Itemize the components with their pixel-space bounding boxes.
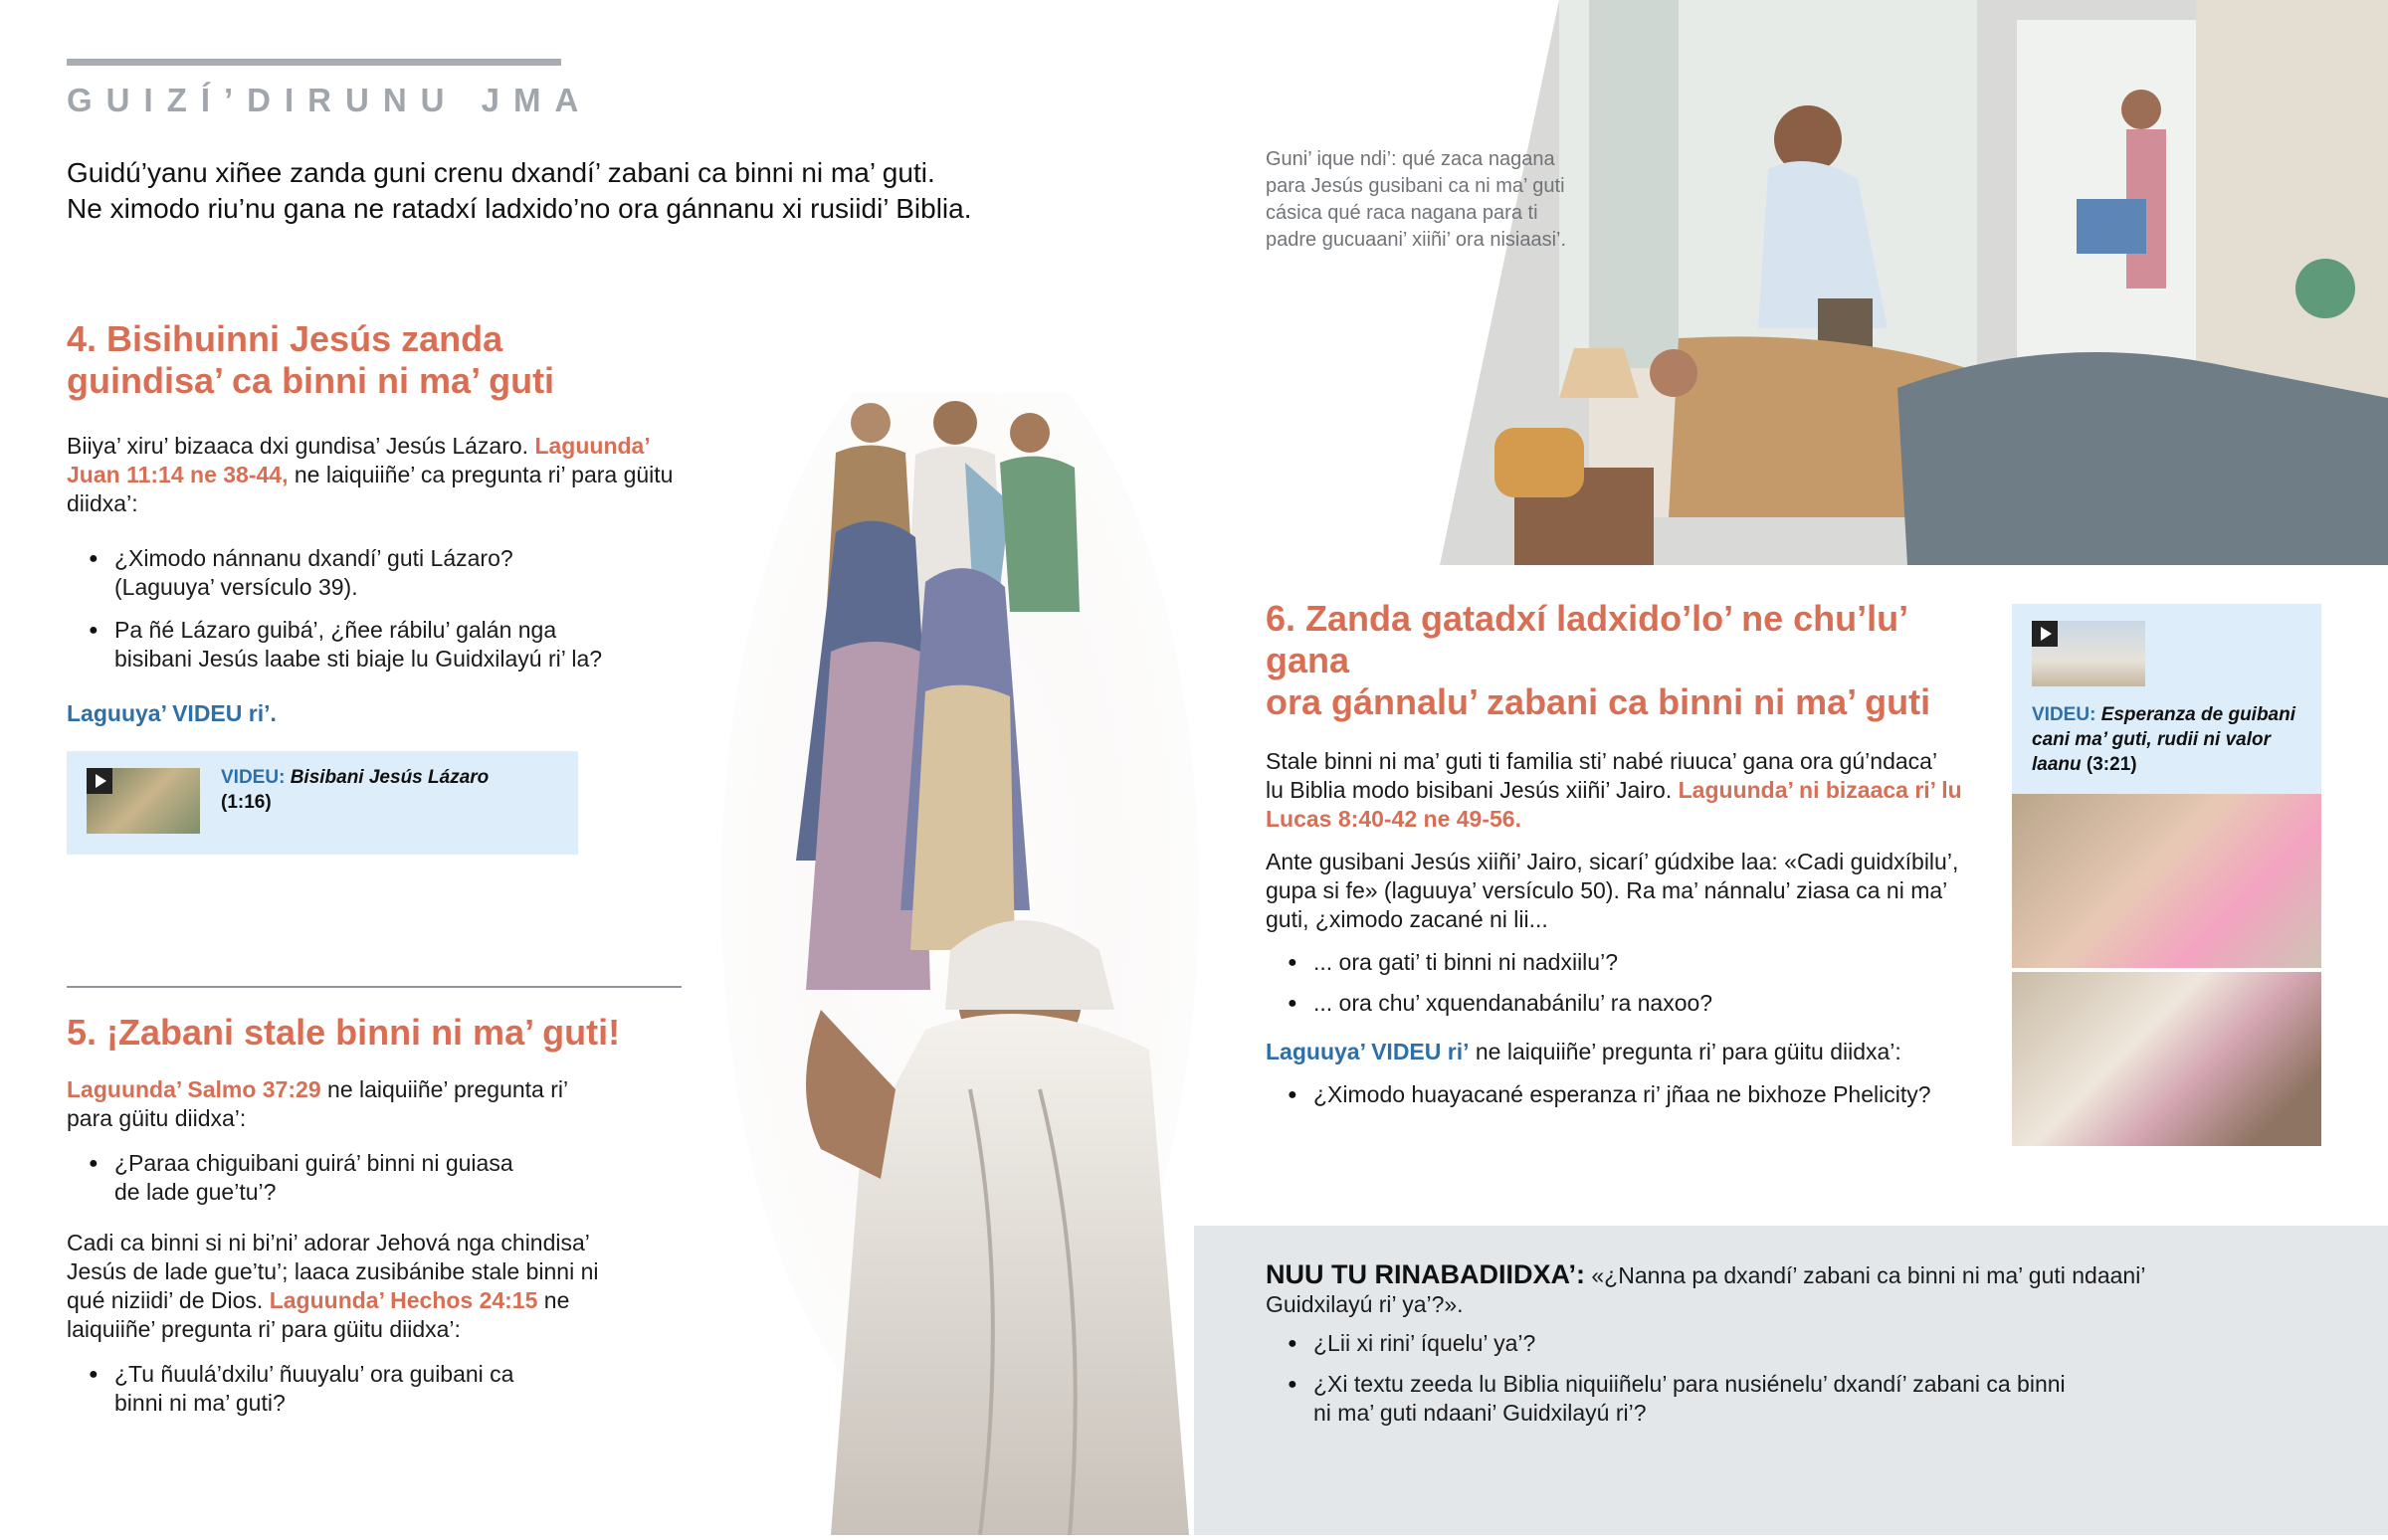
section-4 bbox=[67, 318, 703, 742]
section-6-paragraph-2 bbox=[1266, 848, 1982, 934]
section-5-p2-line: qué niziidi’ de Dios. bbox=[67, 1287, 270, 1313]
video-label: VIDEU: bbox=[221, 767, 286, 788]
section-4-title-line-1: 4. Bisihuinni Jesús zanda bbox=[67, 318, 503, 359]
section-5-p1-tail: ne laiquiiñe’ pregunta ri’ bbox=[320, 1076, 569, 1102]
video-label: VIDEU: bbox=[2032, 704, 2096, 725]
bullet-item bbox=[114, 544, 703, 602]
bullet-item bbox=[114, 1149, 703, 1207]
bullet-line: (Laguuya’ versículo 39). bbox=[114, 574, 358, 600]
section-4-body bbox=[67, 432, 703, 728]
video-title[interactable]: Esperanza de guibani bbox=[2100, 704, 2296, 725]
video-title[interactable]: Bisibani Jesús Lázaro bbox=[290, 767, 490, 788]
section-divider bbox=[67, 986, 682, 988]
section-5-body bbox=[67, 1075, 703, 1418]
section-6-paragraph-3 bbox=[1266, 1038, 1982, 1066]
section-5-p2-line: Jesús de lade gue’tu’; laaca zusibánibe stale binni ni bbox=[67, 1258, 599, 1284]
section-6-paragraph-1 bbox=[1266, 747, 1982, 834]
video-card-lazaro[interactable] bbox=[67, 751, 578, 855]
section-6-title-line-1: 6. Zanda gatadxí ladxido’lo’ ne chu’lu’ gana bbox=[1266, 598, 1907, 680]
bullet-line: ¿Tu ñuulá’dxilu’ ñuuyalu’ ora guibani ca bbox=[114, 1361, 514, 1387]
bullet-line: de lade gue’tu’? bbox=[114, 1179, 277, 1205]
intro-line-2: Ne ximodo riu’nu gana ne ratadxí ladxido’no ora gánnanu xi rusiidi’ Biblia. bbox=[67, 193, 972, 224]
bullet-line: Pa ñé Lázaro guibá’, ¿ñee rábilu’ galán nga bbox=[114, 617, 557, 643]
section-4-p1-tail: ne laiquiiñe’ ca pregunta ri’ para güitu diidxa’: bbox=[67, 462, 674, 516]
video-thumbnail[interactable] bbox=[2032, 621, 2145, 686]
section-4-paragraph bbox=[67, 432, 703, 518]
section-4-p1-text: Biiya’ xiru’ bizaaca dxi gundisa’ Jesús Lázaro. bbox=[67, 433, 535, 459]
bullet-item: ● ... ora gati’ ti binni ni nadxiilu’? bbox=[1313, 948, 1982, 977]
discussion-question bbox=[1266, 1260, 2310, 1319]
section-4-bullets bbox=[67, 544, 703, 674]
section-6 bbox=[1266, 598, 1982, 1121]
illustration-lazarus-art bbox=[711, 393, 1199, 1535]
bullet-item: ● ¿Ximodo huayacané esperanza ri’ jñaa ne bixhoze Phelicity? bbox=[1313, 1080, 1982, 1109]
scripture-link-lucas[interactable]: Laguunda’ ni bizaaca ri’ lu bbox=[1678, 777, 1962, 803]
scripture-link-juan[interactable]: Laguunda’ Juan 11:14 ne 38-44, bbox=[67, 433, 650, 487]
bullet-line: ¿Ximodo nánnanu dxandí’ guti Lázaro? bbox=[114, 545, 513, 571]
section-6-body bbox=[1266, 747, 1982, 1109]
bullet-item bbox=[114, 1360, 703, 1418]
section-5-p2-line: laiquiiñe’ pregunta ri’ para güitu diidxa’: bbox=[67, 1316, 461, 1342]
section-6-p1-line: lu Biblia modo bisibani Jesús xiiñi’ Jairo. bbox=[1266, 777, 1679, 803]
caption-line: para Jesús gusibani ca ni ma’ guti bbox=[1266, 175, 1565, 197]
section-6-p3-tail: ne laiquiiñe’ pregunta ri’ para güitu diidxa’: bbox=[1469, 1039, 1901, 1064]
discussion-bullets bbox=[1266, 1329, 2310, 1428]
section-6-bullets bbox=[1266, 948, 1982, 1018]
discussion-content bbox=[1266, 1260, 2310, 1440]
section-6-p2-line: guti, ¿ximodo zacané ni lii... bbox=[1266, 906, 1548, 932]
video-duration: (3:21) bbox=[2086, 754, 2137, 775]
section-5-p2-line: Cadi ca binni si ni bi’ni’ adorar Jehová nga chindisa’ bbox=[67, 1230, 590, 1255]
video-caption bbox=[2032, 702, 2310, 777]
bullet-line: ni ma’ guti ndaani’ Guidxilayú ri’? bbox=[1313, 1400, 1647, 1426]
bullet-item bbox=[1313, 1370, 2310, 1428]
section-5-bullets-2 bbox=[67, 1360, 703, 1418]
photo-bible-study bbox=[2012, 972, 2321, 1146]
bullet-line: ¿Paraa chiguibani guirá’ binni ni guiasa bbox=[114, 1150, 513, 1176]
video-card-esperanza[interactable] bbox=[2012, 604, 2321, 794]
discussion-question-line: Guidxilayú ri’ ya’?». bbox=[1266, 1291, 1464, 1317]
illustration-lazarus bbox=[711, 393, 1199, 1535]
bullet-line: binni ni ma’ guti? bbox=[114, 1390, 286, 1416]
section-5-paragraph-2 bbox=[67, 1229, 703, 1344]
bullet-line: bisibani Jesús laabe sti biaje lu Guidxilayú ri’ la? bbox=[114, 646, 603, 672]
section-6-p1-line: Stale binni ni ma’ guti ti familia sti’ nabé riuuca’ gana ora gú’ndaca’ bbox=[1266, 748, 1938, 774]
photo-hug bbox=[2012, 794, 2321, 968]
bullet-item: ● ... ora chu’ xquendanabánilu’ ra naxoo? bbox=[1313, 989, 1982, 1018]
section-5-paragraph-1 bbox=[67, 1075, 703, 1133]
kicker-rule bbox=[67, 59, 561, 66]
section-6-title-line-2: ora gánnalu’ zabani ca binni ni ma’ guti bbox=[1266, 681, 1931, 722]
video-duration: (1:16) bbox=[221, 792, 272, 813]
discussion-heading: NUU TU RINABADIIDXA’: bbox=[1266, 1259, 1585, 1289]
video-caption bbox=[221, 765, 559, 815]
section-5-p2-tail: ne bbox=[537, 1287, 570, 1313]
kicker-title: GUIZÍ’DIRUNU JMA bbox=[67, 82, 593, 118]
scripture-link-lucas-refs[interactable]: Lucas 8:40-42 ne 49-56. bbox=[1266, 806, 1521, 832]
bullet-item: ● ¿Lii xi rini’ íquelu’ ya’? bbox=[1313, 1329, 2310, 1358]
video-link-section-6[interactable]: Laguuya’ VIDEU ri’ bbox=[1266, 1039, 1470, 1064]
section-5 bbox=[67, 1012, 703, 1430]
scripture-link-hechos[interactable]: Laguunda’ Hechos 24:15 bbox=[269, 1287, 538, 1313]
video-title[interactable]: laanu bbox=[2032, 754, 2082, 775]
video-thumbnail[interactable] bbox=[87, 768, 200, 834]
section-5-bullets-1 bbox=[67, 1149, 703, 1207]
section-4-title-line-2: guindisa’ ca binni ni ma’ guti bbox=[67, 360, 555, 401]
scripture-link-salmo[interactable]: Laguunda’ Salmo 37:29 bbox=[67, 1076, 321, 1102]
image-caption bbox=[1266, 146, 1684, 254]
section-6-p2-line: gupa si fe» (laguuya’ versículo 50). Ra ma’ nánnalu’ ziasa ca ni ma’ bbox=[1266, 877, 1948, 903]
section-6-p2-line: Ante gusibani Jesús xiiñi’ Jairo, sicarí’ gúdxibe laa: «Cadi guidxíbilu’, bbox=[1266, 849, 1959, 874]
video-link-section-4[interactable]: Laguuya’ VIDEU ri’. bbox=[67, 700, 277, 726]
intro-text bbox=[67, 155, 1121, 227]
section-6-bullets-2 bbox=[1266, 1080, 1982, 1109]
caption-line: Guni’ ique ndi’: qué zaca nagana bbox=[1266, 148, 1555, 170]
section-4-title bbox=[67, 318, 703, 402]
caption-line: cásica qué raca nagana para ti bbox=[1266, 202, 1538, 224]
bullet-item bbox=[114, 616, 703, 674]
section-5-title: 5. ¡Zabani stale binni ni ma’ guti! bbox=[67, 1012, 621, 1053]
illustration-bedroom-art bbox=[1440, 0, 2388, 565]
intro-line-1: Guidú’yanu xiñee zanda guni crenu dxandí’ zabani ca binni ni ma’ guti. bbox=[67, 157, 935, 188]
section-5-p1-line-2: para güitu diidxa’: bbox=[67, 1105, 247, 1131]
play-icon[interactable] bbox=[87, 768, 112, 794]
play-icon[interactable] bbox=[2032, 621, 2058, 647]
caption-line: padre gucuaani’ xiiñi’ ora nisiaasi’. bbox=[1266, 229, 1567, 251]
video-title[interactable]: cani ma’ guti, rudii ni valor bbox=[2032, 729, 2272, 750]
discussion-question-line: «¿Nanna pa dxandí’ zabani ca binni ni ma’ guti ndaani’ bbox=[1585, 1262, 2146, 1288]
bullet-line: ¿Xi textu zeeda lu Biblia niquiiñelu’ para nusiénelu’ dxandí’ zabani ca binni bbox=[1313, 1371, 2066, 1397]
section-6-title bbox=[1266, 598, 1982, 723]
illustration-bedroom bbox=[1440, 0, 2388, 565]
